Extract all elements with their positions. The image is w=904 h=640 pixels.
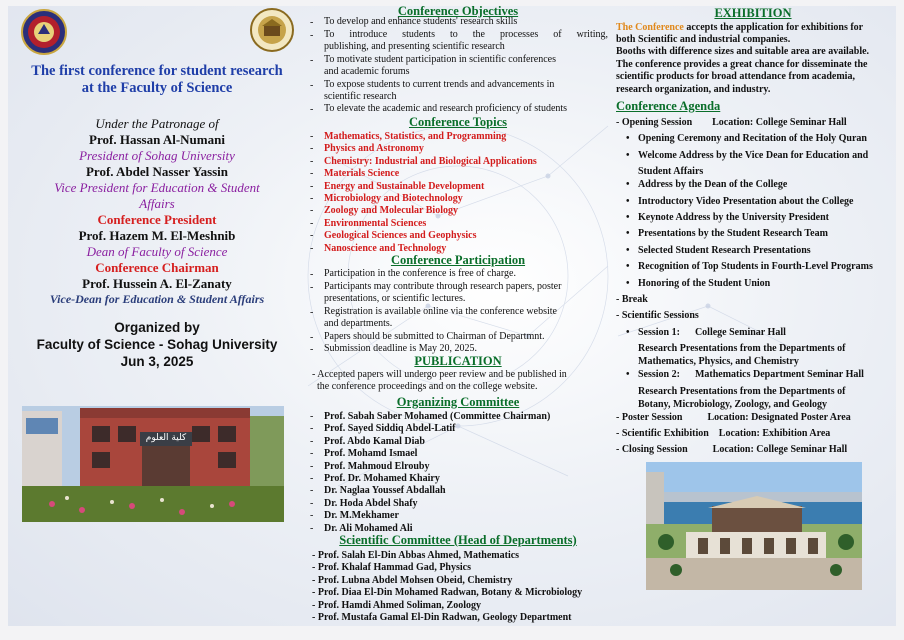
organizer-member: Prof. Mahmoud Elrouby [324, 460, 430, 472]
exhibition-line1-rest: accepts the application for exhibitions for [683, 22, 864, 33]
agenda-item: Student Affairs [638, 166, 704, 178]
organizer-bullet: - [310, 497, 314, 509]
agenda-bullet: • [626, 179, 630, 191]
organizing-heading: Organizing Committee [396, 395, 520, 409]
scientific-member: - Prof. Diaa El-Din Mohamed Radwan, Botany & Microbiology [312, 587, 583, 599]
patron2-role-line2: Affairs [139, 196, 175, 211]
organizer-member: Prof. Dr. Mohamed Khairy [324, 473, 440, 484]
faculty-building-photo [22, 406, 284, 522]
organizer-bullet: - [310, 411, 314, 422]
objective-bullet: - [310, 104, 314, 115]
agenda-bullet: • [626, 149, 630, 161]
participation-3-line2: and departments. [324, 318, 393, 329]
agenda-bullet: • [626, 212, 630, 223]
participation-bullet: - [310, 332, 314, 343]
agenda-item: - Scientific Exhibition Location: Exhibition Area [616, 428, 831, 439]
objective-bullet: - [310, 80, 314, 91]
chairman-heading: Conference Chairman [95, 260, 219, 275]
patron1-role: President of Sohag University [79, 148, 235, 163]
participation-bullet: - [310, 282, 314, 293]
participation-heading: Conference Participation [390, 253, 526, 267]
topic-item: Nanoscience and Technology [324, 242, 447, 254]
participation-3-line1: Registration is available online via the conference website [324, 306, 557, 317]
objective-1: To develop and enhance students' research skills [324, 16, 518, 27]
agenda-bullet: • [626, 195, 630, 207]
patron2-name: Prof. Abdel Nasser Yassin [85, 164, 229, 179]
exhibition-line: The conference provides a great chance for disseminate the [616, 58, 868, 70]
topic-item: Geological Sciences and Geophysics [324, 230, 477, 242]
participation-2-line1: Participants may contribute through research papers, poster [324, 281, 562, 292]
publication-line1: - Accepted papers will undergo peer review and be published in [312, 369, 567, 380]
participation-bullet: - [310, 269, 314, 280]
topic-bullet: - [310, 230, 314, 242]
organizer-bullet: - [310, 435, 314, 447]
organizer-bullet: - [310, 522, 314, 534]
organizer-member: Prof. Mohamd Ismael [324, 448, 418, 460]
agenda-item: - Break [616, 294, 648, 305]
agenda-item: Mathematics, Physics, and Chemistry [638, 356, 799, 368]
objective-4-line1: To expose students to current trends and advancements in [324, 79, 555, 90]
organizer-member: Dr. Hoda Abdel Shafy [324, 497, 418, 509]
participation-2-line2: presentations, or scientific lectures. [324, 293, 466, 304]
topic-item: Environmental Sciences [324, 217, 427, 229]
topic-bullet: - [310, 242, 314, 254]
agenda-bullet: • [626, 261, 630, 273]
agenda-item: Botany, Microbiology, Zoology, and Geology [638, 398, 828, 410]
objective-2-line1: To introduce students to the processes of writing, [324, 29, 608, 40]
agenda-bullet: • [626, 133, 630, 145]
participation-bullet: - [310, 307, 314, 318]
topic-item: Energy and Sustainable Development [324, 180, 485, 192]
president-heading: Conference President [97, 212, 217, 227]
agenda-item: Address by the Dean of the College [638, 179, 788, 191]
building-sign: كلية العلوم [145, 433, 187, 443]
faculty-emblem-icon [20, 8, 68, 56]
objective-4-line2: scientific research [324, 91, 397, 102]
objective-bullet: - [310, 55, 314, 66]
topic-item: Zoology and Molecular Biology [324, 205, 458, 217]
chairman-role: Vice-Dean for Education & Student Affairs [49, 292, 265, 306]
scientific-member: - Prof. Mustafa Gamal El-Din Radwan, Geology Department [312, 612, 572, 623]
organizer-name: Faculty of Science - Sohag University [36, 337, 278, 352]
agenda-item: - Poster Session Location: Designated Poster Area [616, 411, 851, 423]
agenda-item: Presentations by the Student Research Team [638, 228, 828, 240]
agenda-item: Session 2: Mathematics Department Seminar Hall [638, 369, 864, 381]
objectives-heading: Conference Objectives [397, 6, 519, 18]
topic-bullet: - [310, 193, 314, 204]
agenda-heading: Conference Agenda [616, 99, 721, 113]
exhibition-line: research organization, and industry. [616, 83, 771, 95]
organizer-member: Prof. Sayed Siddiq Abdel-Latif [324, 423, 456, 435]
poster-page [8, 6, 896, 626]
objective-bullet: - [310, 30, 314, 41]
agenda-item: Honoring of the Student Union [638, 277, 771, 289]
participation-5: Submission deadline is May 20, 2025. [324, 343, 478, 354]
exhibition-line-1 [616, 22, 894, 34]
topic-bullet: - [310, 143, 314, 155]
agenda-item: Session 1: College Seminar Hall [638, 326, 786, 338]
objective-2-line2: publishing, and presenting scientific research [324, 41, 505, 52]
scientific-member: - Prof. Lubna Abdel Mohsen Obeid, Chemistry [312, 574, 513, 586]
objective-3-line1: To motivate student participation in scientific conferences [324, 54, 556, 65]
exhibition-line: Booths with difference sizes and suitable area are available. [616, 46, 870, 58]
organizer-member: Prof. Abdo Kamal Diab [324, 435, 425, 447]
agenda-item: Research Presentations from the Departments of [638, 343, 846, 355]
topic-bullet: - [310, 168, 314, 180]
participation-4: Papers should be submitted to Chairman of Departmnt. [324, 331, 545, 342]
agenda-item: - Closing Session Location: College Seminar Hall [616, 444, 848, 456]
agenda-item: Selected Student Research Presentations [638, 244, 811, 256]
topic-item: Chemistry: Industrial and Biological Applications [324, 155, 537, 167]
publication-line2: the conference proceedings and on the college website. [312, 381, 538, 392]
patron1-name: Prof. Hassan Al-Numani [89, 132, 225, 147]
agenda-item: Introductory Video Presentation about the College [638, 195, 854, 207]
scientific-member: - Prof. Khalaf Hammad Gad, Physics [312, 562, 471, 574]
participation-1: Participation in the conference is free of charge. [324, 268, 516, 279]
president-name: Prof. Hazem M. El-Meshnib [78, 228, 236, 243]
topic-item: Microbiology and Biotechnology [324, 193, 463, 204]
organizer-bullet: - [310, 448, 314, 460]
objective-5: To elevate the academic and research proficiency of students [324, 103, 568, 114]
agenda-bullet: • [626, 228, 630, 240]
president-role: Dean of Faculty of Science [86, 244, 228, 259]
organized-by: Organized by [114, 320, 200, 335]
organizer-bullet: - [310, 460, 314, 472]
topic-bullet: - [310, 180, 314, 192]
topic-item: Materials Science [324, 168, 400, 180]
exhibition-lead: The Conference [616, 22, 684, 33]
objective-3-line2: and academic forums [324, 66, 410, 77]
organizer-member: Dr. Naglaa Youssef Abdallah [324, 485, 446, 497]
agenda-bullet: • [626, 277, 630, 289]
topic-bullet: - [310, 205, 314, 217]
topic-item: Mathematics, Statistics, and Programming [324, 131, 507, 142]
agenda-bullet: • [626, 326, 630, 338]
topic-item: Physics and Astronomy [324, 143, 424, 155]
campus-photo [646, 462, 862, 590]
agenda-item: Keynote Address by the University President [638, 212, 830, 223]
patron2-role-line1: Vice President for Education & Student [54, 180, 260, 195]
agenda-item: Research Presentations from the Departments of [638, 385, 846, 397]
scientific-member: - Prof. Hamdi Ahmed Soliman, Zoology [312, 599, 481, 611]
patronage-label: Under the Patronage of [95, 116, 219, 131]
topic-bullet: - [310, 131, 314, 142]
conference-date: Jun 3, 2025 [120, 354, 194, 369]
scientific-heading: Scientific Committee (Head of Departments) [339, 533, 577, 547]
organizer-bullet: - [310, 510, 314, 522]
organizer-member: Dr. Ali Mohamed Ali [324, 522, 413, 534]
chairman-name: Prof. Hussein A. El-Zanaty [82, 276, 232, 291]
exhibition-line: scientific products for broad attendance from academia, [616, 71, 855, 83]
agenda-item: - Scientific Sessions [616, 310, 699, 322]
agenda-item: Welcome Address by the Vice Dean for Education and [638, 149, 869, 161]
participation-bullet: - [310, 344, 314, 355]
objective-bullet: - [310, 17, 314, 28]
topic-bullet: - [310, 155, 314, 167]
topic-bullet: - [310, 217, 314, 229]
university-emblem-icon [249, 6, 295, 58]
publication-heading: PUBLICATION [414, 354, 502, 368]
exhibition-line: both Scientific and industrial companies. [616, 34, 791, 45]
organizer-bullet: - [310, 485, 314, 497]
conference-title: The first conference for student research at the Faculty of Science [31, 63, 283, 96]
scientific-member: - Prof. Salah El-Din Abbas Ahmed, Mathematics [312, 550, 520, 561]
agenda-item: Opening Ceremony and Recitation of the Holy Quran [638, 133, 867, 145]
agenda-item: - Opening Session Location: College Seminar Hall [616, 117, 847, 128]
organizer-member: Prof. Sabah Saber Mohamed (Committee Chairman) [324, 411, 551, 422]
agenda-item: Recognition of Top Students in Fourth-Level Programs [638, 261, 873, 273]
organizer-bullet: - [310, 473, 314, 484]
exhibition-heading: EXHIBITION [714, 6, 792, 20]
agenda-bullet: • [626, 369, 630, 381]
organizer-member: Dr. M.Mekhamer [324, 510, 399, 522]
organizer-bullet: - [310, 423, 314, 435]
agenda-bullet: • [626, 244, 630, 256]
topics-heading: Conference Topics [408, 115, 508, 129]
